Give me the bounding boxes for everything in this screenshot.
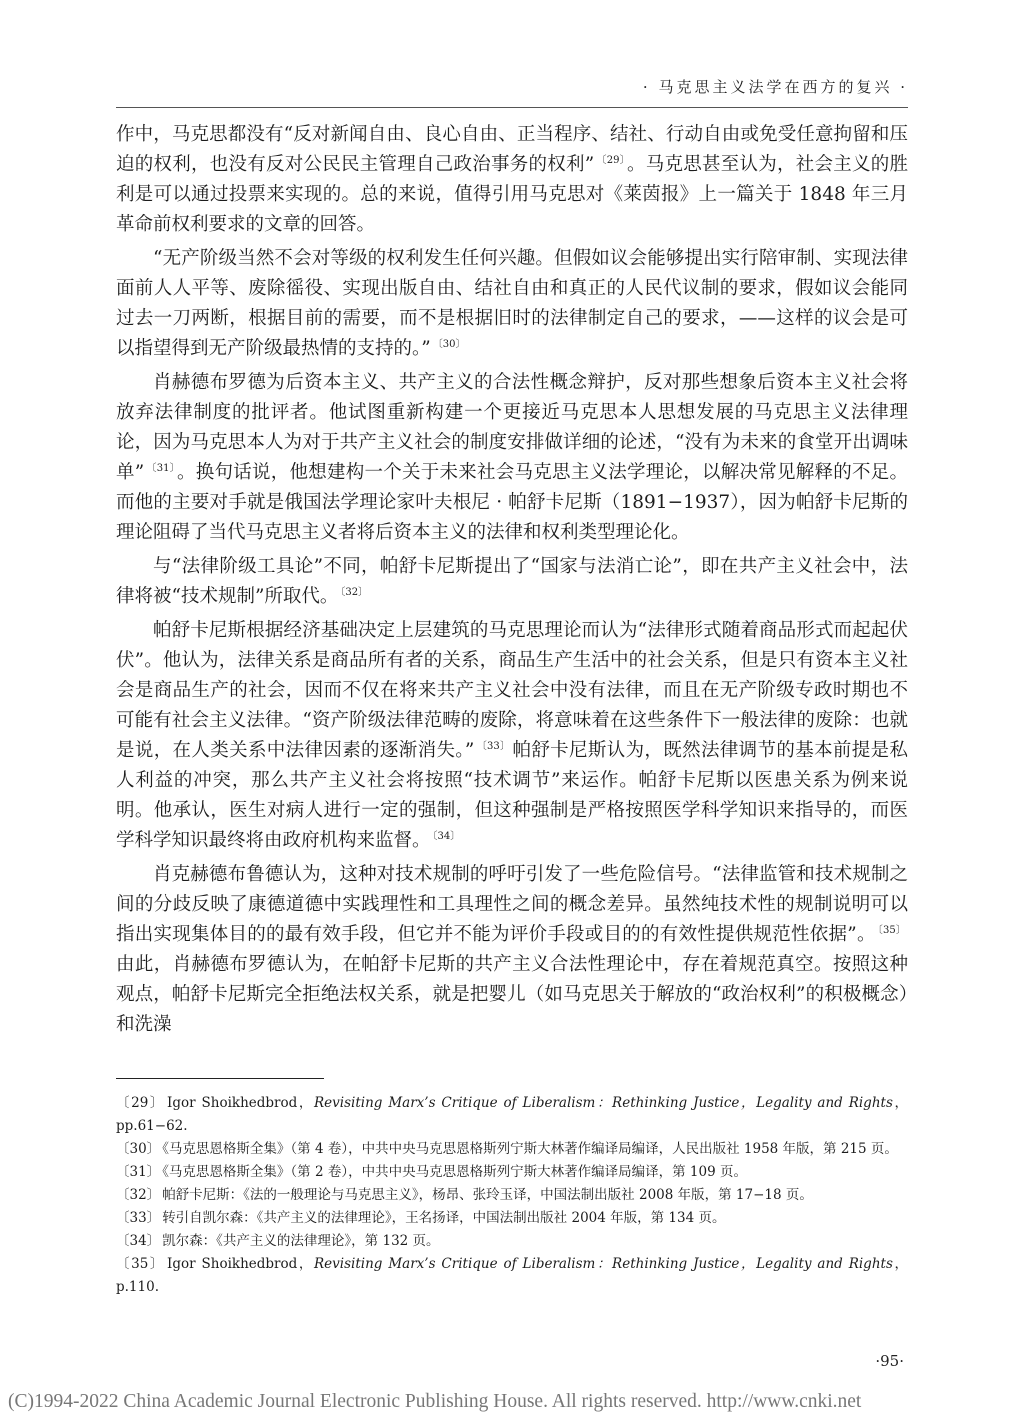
paragraph-1-text-b: 。马克思甚至认为，社会主义的胜利是可以通过投票来实现的。总的来说，值得引用马克思对《莱茵报》上一篇关于 1848 年三月革命前权利要求的文章的回答。 — [116, 154, 908, 235]
paragraph-6 — [116, 860, 908, 1040]
footnote-rule — [116, 1078, 324, 1079]
footnote-pages: ，p.110. — [116, 1256, 908, 1295]
footnote-book-title: Revisiting Marx’s Critique of Liberalism：Rethinking Justice，Legality and Rights — [314, 1095, 893, 1111]
footnote-30 — [116, 1138, 908, 1161]
footnote-text: 帕舒卡尼斯：《法的一般理论与马克思主义》，杨昂、张玲玉译，中国法制出版社 2008 年版，第 17−18 页。 — [162, 1187, 813, 1203]
paragraph-4-text: 与“法律阶级工具论”不同，帕舒卡尼斯提出了“国家与法消亡论”，即在共产主义社会中，法律将被“技术规制”所取代。 — [116, 556, 908, 607]
footnote-33 — [116, 1207, 908, 1230]
paragraph-5-text-b: 帕舒卡尼斯认为，既然法律调节的基本前提是私人利益的冲突，那么共产主义社会将按照“技术调节”来运作。帕舒卡尼斯以医患关系为例来说明。他承认，医生对病人进行一定的强制，但这种强制是严格按照医学科学知识来指导的，而医学科学知识最终将由政府机构来监督。 — [116, 740, 908, 851]
footnote-35 — [116, 1253, 908, 1299]
paragraph-2-quote — [116, 244, 908, 364]
footnote-text: Igor Shoikhedbrod， — [167, 1095, 315, 1111]
paragraph-6-text-a: 肖克赫德布鲁德认为，这种对技术规制的呼吁引发了一些危险信号。“法律监管和技术规制之间的分歧反映了康德道德中实践理性和工具理性之间的概念差异。虽然纯技术性的规制说明可以指出实现集体目的的最有效手段，但它并不能为评价手段或目的的有效性提供规范性依据”。 — [116, 864, 908, 945]
footnote-ref-33[interactable]: 〔33〕 — [476, 741, 511, 752]
footnote-ref-32[interactable]: 〔32〕 — [340, 587, 369, 598]
footnote-book-title: Revisiting Marx’s Critique of Liberalism：Rethinking Justice，Legality and Rights — [314, 1256, 893, 1272]
footnote-pages: ，pp.61−62. — [116, 1095, 908, 1134]
footnote-number: 〔32〕 — [116, 1187, 161, 1203]
paragraph-6-text-b: 由此，肖赫德布罗德认为，在帕舒卡尼斯的共产主义合法性理论中，存在着规范真空。按照这种观点，帕舒卡尼斯完全拒绝法权关系，就是把婴儿（如马克思关于解放的“政治权利”的积极概念）和洗澡 — [116, 954, 908, 1035]
paragraph-5 — [116, 616, 908, 856]
paragraph-2-text: “无产阶级当然不会对等级的权利发生任何兴趣。但假如议会能够提出实行陪审制、实现法律面前人人平等、废除徭役、实现出版自由、结社自由和真正的人民代议制的要求，假如议会能同过去一刀两断，根据目前的需要，而不是根据旧时的法律制定自己的要求，——这样的议会是可以指望得到无产阶级最热情的支持的。” — [116, 248, 908, 359]
running-header: · 马克思主义法学在西方的复兴 · — [642, 78, 908, 96]
footnote-ref-31[interactable]: 〔31〕 — [146, 463, 175, 474]
copyright-watermark: (C)1994-2022 China Academic Journal Electronic Publishing House. All rights reserved. http://www.cnki.net — [8, 1391, 862, 1412]
paragraph-3-text-b: 。换句话说，他想建构一个关于未来社会马克思主义法学理论，以解决常见解释的不足。而他的主要对手就是俄国法学理论家叶夫根尼 · 帕舒卡尼斯（1891−1937），因为帕舒卡尼斯的理论阻碍了当代马克思主义者将后资本主义的法律和权利类型理论化。 — [116, 462, 908, 543]
page-number: ·95· — [875, 1352, 904, 1370]
paragraph-1 — [116, 120, 908, 240]
paragraph-1-text-a: 作中，马克思都没有“反对新闻自由、良心自由、正当程序、结社、行动自由或免受任意拘留和压迫的权利，也没有反对公民民主管理自己政治事务的权利” — [116, 124, 908, 175]
header-rule — [116, 107, 908, 108]
footnote-text: 《马克思恩格斯全集》（第 4 卷），中共中央马克思恩格斯列宁斯大林著作编译局编译，人民出版社 1958 年版，第 215 页。 — [162, 1141, 898, 1157]
footnote-number: 〔31〕 — [116, 1164, 161, 1180]
footnote-32 — [116, 1184, 908, 1207]
footnote-ref-34[interactable]: 〔34〕 — [432, 831, 461, 842]
footnote-text: 凯尔森：《共产主义的法律理论》，第 132 页。 — [162, 1233, 440, 1249]
footnote-number: 〔34〕 — [116, 1233, 161, 1249]
paragraph-3 — [116, 368, 908, 548]
footnote-34 — [116, 1230, 908, 1253]
paragraph-3-text-a: 肖赫德布罗德为后资本主义、共产主义的合法性概念辩护，反对那些想象后资本主义社会将放弃法律制度的批评者。他试图重新构建一个更接近马克思本人思想发展的马克思主义法律理论，因为马克思本人为对于共产主义社会的制度安排做详细的论述，“没有为未来的食堂开出调味单” — [116, 372, 908, 483]
footnote-number: 〔30〕 — [116, 1141, 161, 1157]
footnote-31 — [116, 1161, 908, 1184]
footnote-text: 转引自凯尔森：《共产主义的法律理论》，王名扬译，中国法制出版社 2004 年版，第 134 页。 — [162, 1210, 726, 1226]
footnote-ref-35[interactable]: 〔35〕 — [877, 925, 906, 936]
footnotes — [116, 1092, 908, 1299]
footnote-number: 〔29〕 — [116, 1095, 166, 1111]
footnote-29 — [116, 1092, 908, 1138]
footnote-number: 〔35〕 — [116, 1256, 166, 1272]
footnote-ref-30[interactable]: 〔30〕 — [432, 339, 466, 350]
footnote-text: 《马克思恩格斯全集》（第 2 卷），中共中央马克思恩格斯列宁斯大林著作编译局编译，第 109 页。 — [162, 1164, 747, 1180]
paragraph-4 — [116, 552, 908, 612]
body-text — [116, 120, 908, 1040]
footnote-ref-29[interactable]: 〔29〕 — [596, 155, 625, 166]
paragraph-5-text-a: 帕舒卡尼斯根据经济基础决定上层建筑的马克思理论而认为“法律形式随着商品形式而起起伏伏”。他认为，法律关系是商品所有者的关系，商品生产生活中的社会关系，但是只有资本主义社会是商品生产的社会，因而不仅在将来共产主义社会中没有法律，而且在无产阶级专政时期也不可能有社会主义法律。“资产阶级法律范畴的废除，将意味着在这些条件下一般法律的废除：也就是说，在人类关系中法律因素的逐渐消失。” — [116, 620, 908, 761]
footnote-number: 〔33〕 — [116, 1210, 161, 1226]
footnote-text: Igor Shoikhedbrod， — [167, 1256, 315, 1272]
